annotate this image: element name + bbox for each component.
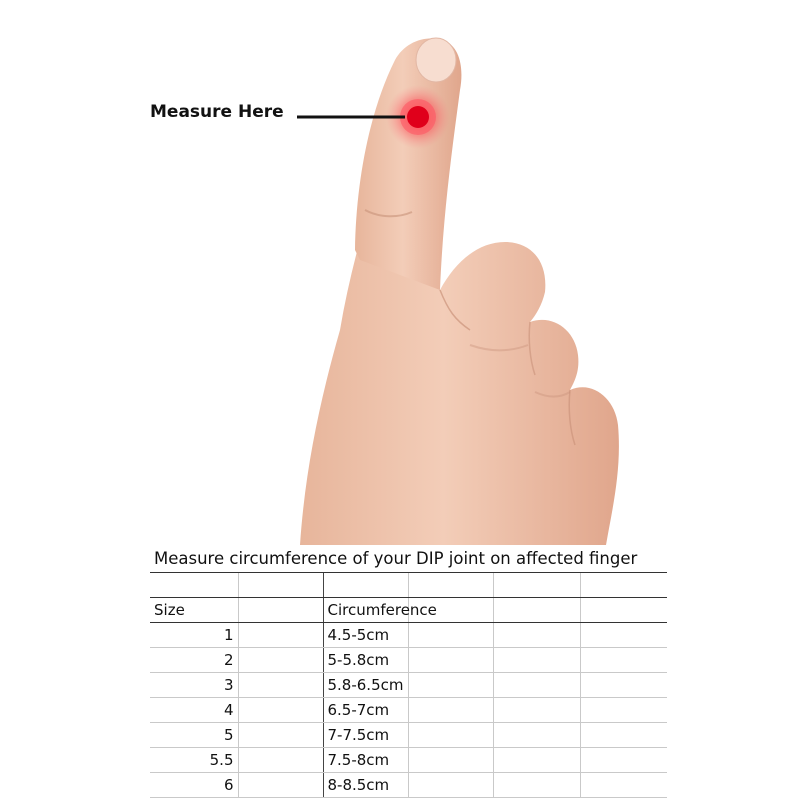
circumference-value: 5-5.8cm [323, 647, 408, 672]
empty-cell [493, 647, 580, 672]
measure-here-label: Measure Here [150, 102, 284, 122]
table-row [150, 672, 667, 697]
empty-cell [493, 697, 580, 722]
circumference-value: 7.5-8cm [323, 747, 408, 772]
table-row [150, 697, 667, 722]
size-table [150, 545, 667, 798]
empty-cell [580, 597, 667, 622]
empty-cell [493, 772, 580, 797]
empty-cell [493, 747, 580, 772]
size-value: 5.5 [150, 747, 238, 772]
empty-cell [580, 572, 667, 597]
size-value: 3 [150, 672, 238, 697]
empty-cell [580, 722, 667, 747]
empty-cell [408, 672, 493, 697]
circumference-value: 7-7.5cm [323, 722, 408, 747]
table-row [150, 747, 667, 772]
empty-cell [238, 572, 323, 597]
empty-cell [580, 747, 667, 772]
empty-cell [238, 622, 323, 647]
table-row [150, 722, 667, 747]
circumference-value: 4.5-5cm [323, 622, 408, 647]
empty-cell [323, 572, 408, 597]
empty-cell [580, 697, 667, 722]
circumference-value: 6.5-7cm [323, 697, 408, 722]
fingernail-shape [416, 38, 456, 82]
size-value: 6 [150, 772, 238, 797]
empty-cell [238, 722, 323, 747]
empty-cell [150, 572, 238, 597]
empty-cell [580, 622, 667, 647]
measure-point-dot [407, 106, 429, 128]
empty-cell [493, 622, 580, 647]
empty-cell [408, 772, 493, 797]
empty-cell [408, 572, 493, 597]
palm-shape [300, 240, 619, 545]
table-row [150, 772, 667, 797]
blank-row [150, 572, 667, 597]
table-caption: Measure circumference of your DIP joint on affected finger [150, 545, 667, 572]
empty-cell [408, 747, 493, 772]
circumference-value: 8-8.5cm [323, 772, 408, 797]
empty-cell [580, 647, 667, 672]
empty-cell [408, 647, 493, 672]
circumference-value: 5.8-6.5cm [323, 672, 408, 697]
empty-cell [580, 672, 667, 697]
empty-cell [408, 722, 493, 747]
empty-cell [493, 572, 580, 597]
empty-cell [238, 697, 323, 722]
size-value: 5 [150, 722, 238, 747]
size-value: 4 [150, 697, 238, 722]
empty-cell [493, 672, 580, 697]
empty-cell [408, 697, 493, 722]
empty-cell [238, 772, 323, 797]
empty-cell [238, 672, 323, 697]
caption-row [150, 545, 667, 572]
size-chart [150, 545, 667, 800]
empty-cell [238, 597, 323, 622]
header-row [150, 597, 667, 622]
size-value: 1 [150, 622, 238, 647]
empty-cell [238, 747, 323, 772]
size-header: Size [150, 597, 238, 622]
empty-cell [408, 622, 493, 647]
size-value: 2 [150, 647, 238, 672]
empty-cell [493, 597, 580, 622]
table-row [150, 622, 667, 647]
table-row [150, 647, 667, 672]
empty-cell [580, 772, 667, 797]
empty-cell [238, 647, 323, 672]
circumference-header: Circumference [323, 597, 408, 622]
empty-cell [493, 722, 580, 747]
